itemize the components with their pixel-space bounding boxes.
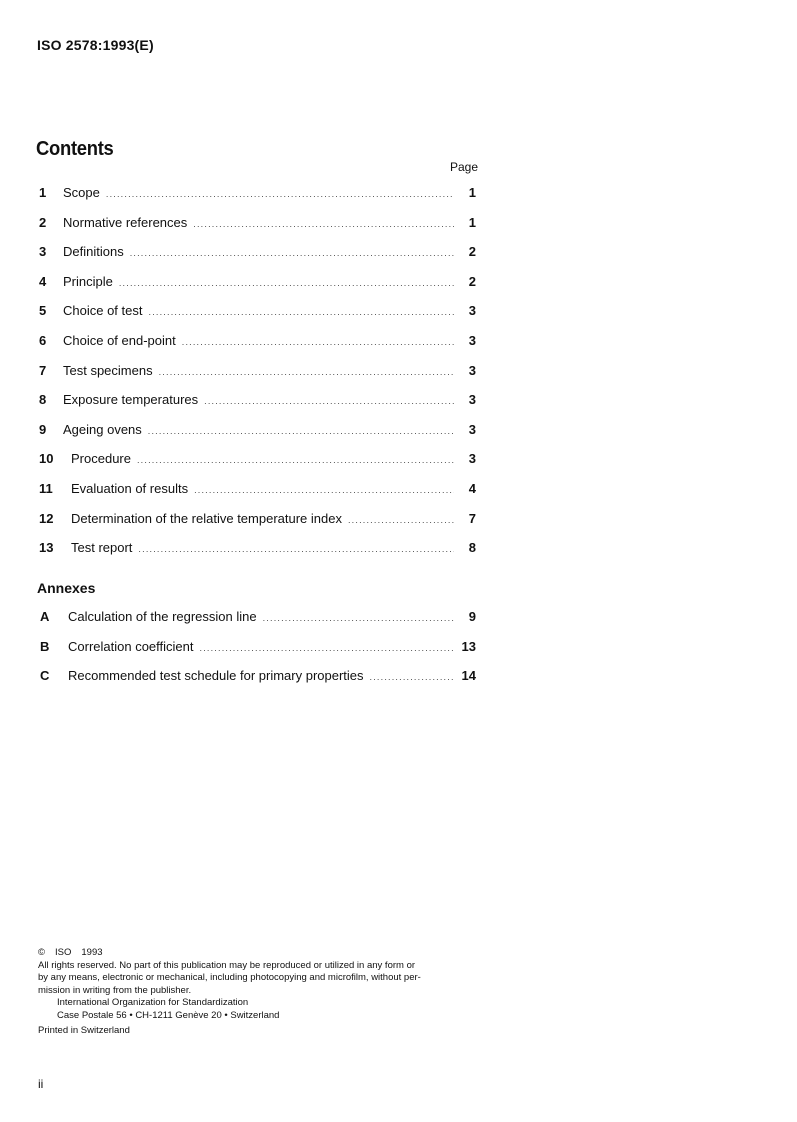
toc-entry-relative-temperature-index[interactable] (39, 511, 476, 541)
toc-leader-dots (263, 613, 454, 623)
toc-leader-dots (138, 544, 454, 554)
toc-entry-title: Choice of end-point (63, 332, 176, 348)
toc-leader-dots (106, 189, 454, 199)
toc-entry-number: 9 (39, 421, 47, 437)
toc-leader-dots (193, 219, 454, 229)
document-id: ISO 2578:1993(E) (37, 37, 154, 53)
contents-title: Contents (36, 138, 114, 160)
toc-entry-title: Exposure temperatures (63, 392, 199, 408)
toc-entry-procedure[interactable] (39, 451, 476, 481)
toc-entry-evaluation-of-results[interactable] (39, 481, 476, 511)
toc-entry-title: Principle (63, 273, 113, 289)
toc-entry-title: Evaluation of results (71, 480, 189, 496)
annex-page: 9 (468, 609, 476, 624)
toc-leader-dots (370, 672, 454, 682)
toc-entry-page: 2 (468, 273, 476, 289)
copyright-symbol: © (38, 947, 45, 958)
organization-name: International Organization for Standardization (57, 997, 249, 1008)
annex-letter: C (40, 668, 50, 684)
toc-leader-dots (194, 485, 454, 495)
page-number: ii (38, 1077, 44, 1091)
printed-in: Printed in Switzerland (38, 1025, 130, 1036)
copyright-line (38, 947, 483, 960)
annex-entry-regression-line[interactable] (40, 609, 476, 639)
page-column-label: Page (449, 160, 478, 174)
toc-entry-page: 3 (468, 392, 476, 408)
toc-entry-number: 6 (39, 332, 47, 348)
toc-entry-page: 3 (468, 451, 476, 467)
toc-entry-title: Test specimens (63, 362, 153, 378)
toc-leader-dots (204, 396, 454, 406)
copyright-footer (38, 947, 483, 1038)
toc-entry-number: 2 (39, 214, 47, 230)
annex-entry-test-schedule[interactable] (40, 668, 476, 698)
toc-entry-page: 8 (468, 540, 476, 556)
toc-entry-number: 5 (39, 303, 47, 319)
toc-entry-number: 1 (39, 185, 47, 200)
toc-entry-page: 2 (468, 244, 476, 260)
toc-leader-dots (137, 455, 454, 465)
rights-notice-line: by any means, electronic or mechanical, including photocopying and microfilm, without per- (38, 972, 421, 983)
toc-entry-test-specimens[interactable] (39, 363, 476, 393)
toc-entry-number: 12 (39, 510, 54, 526)
annex-letter: A (40, 609, 50, 624)
toc-entry-title: Test report (71, 540, 133, 556)
annex-letter: B (40, 638, 50, 654)
toc-entry-title: Ageing ovens (63, 421, 142, 437)
toc-entry-number: 3 (39, 244, 47, 260)
annex-list (40, 609, 476, 698)
annex-title: Correlation coefficient (68, 638, 194, 654)
toc-entry-definitions[interactable] (39, 244, 476, 274)
toc-leader-dots (200, 643, 455, 653)
toc-entry-scope[interactable] (39, 185, 476, 215)
toc-entry-test-report[interactable] (39, 540, 476, 570)
toc-entry-page: 3 (468, 303, 476, 319)
toc-entry-number: 7 (39, 362, 47, 378)
toc-entry-number: 8 (39, 392, 47, 408)
toc-leader-dots (119, 278, 454, 288)
toc-entry-page: 3 (468, 362, 476, 378)
annex-page: 13 (461, 638, 476, 654)
toc-entry-choice-of-end-point[interactable] (39, 333, 476, 363)
toc-entry-title: Choice of test (63, 303, 143, 319)
toc-entry-principle[interactable] (39, 274, 476, 304)
rights-notice-line: mission in writing from the publisher. (38, 984, 192, 996)
toc-entry-choice-of-test[interactable] (39, 303, 476, 333)
toc-entry-exposure-temperatures[interactable] (39, 392, 476, 422)
toc-entry-number: 4 (39, 273, 47, 289)
toc-entry-ageing-ovens[interactable] (39, 422, 476, 452)
toc-entry-title: Procedure (71, 451, 131, 467)
organization-address: Case Postale 56 • CH-1211 Genève 20 • Switzerland (57, 1009, 280, 1021)
toc-entry-normative-references[interactable] (39, 215, 476, 245)
toc-entry-page: 4 (468, 480, 476, 496)
toc-entry-page: 3 (468, 332, 476, 348)
toc-entry-page: 7 (468, 510, 476, 526)
rights-notice-line: All rights reserved. No part of this publication may be reproduced or utilized in any form or (38, 959, 416, 971)
toc-leader-dots (182, 337, 454, 347)
copyright-org: ISO (55, 947, 72, 958)
toc-leader-dots (148, 426, 454, 436)
toc-leader-dots (159, 367, 454, 377)
toc-entry-page: 3 (468, 421, 476, 437)
toc-leader-dots (348, 515, 454, 525)
toc-entry-title: Definitions (63, 244, 124, 260)
toc-leader-dots (149, 307, 455, 317)
toc-entry-number: 13 (39, 540, 54, 556)
annex-title: Calculation of the regression line (68, 609, 257, 624)
copyright-year: 1993 (81, 947, 103, 958)
annexes-title: Annexes (37, 580, 96, 596)
table-of-contents (39, 185, 476, 570)
toc-entry-number: 10 (39, 451, 54, 467)
toc-entry-number: 11 (39, 480, 53, 496)
toc-leader-dots (130, 248, 454, 258)
annex-entry-correlation-coefficient[interactable] (40, 639, 476, 669)
toc-entry-page: 1 (468, 214, 476, 230)
toc-entry-title: Scope (63, 185, 100, 200)
annex-title: Recommended test schedule for primary properties (68, 668, 364, 684)
toc-entry-title: Normative references (63, 214, 188, 230)
toc-entry-title: Determination of the relative temperature index (71, 510, 342, 526)
toc-entry-page: 1 (468, 185, 476, 200)
annex-page: 14 (461, 668, 476, 684)
